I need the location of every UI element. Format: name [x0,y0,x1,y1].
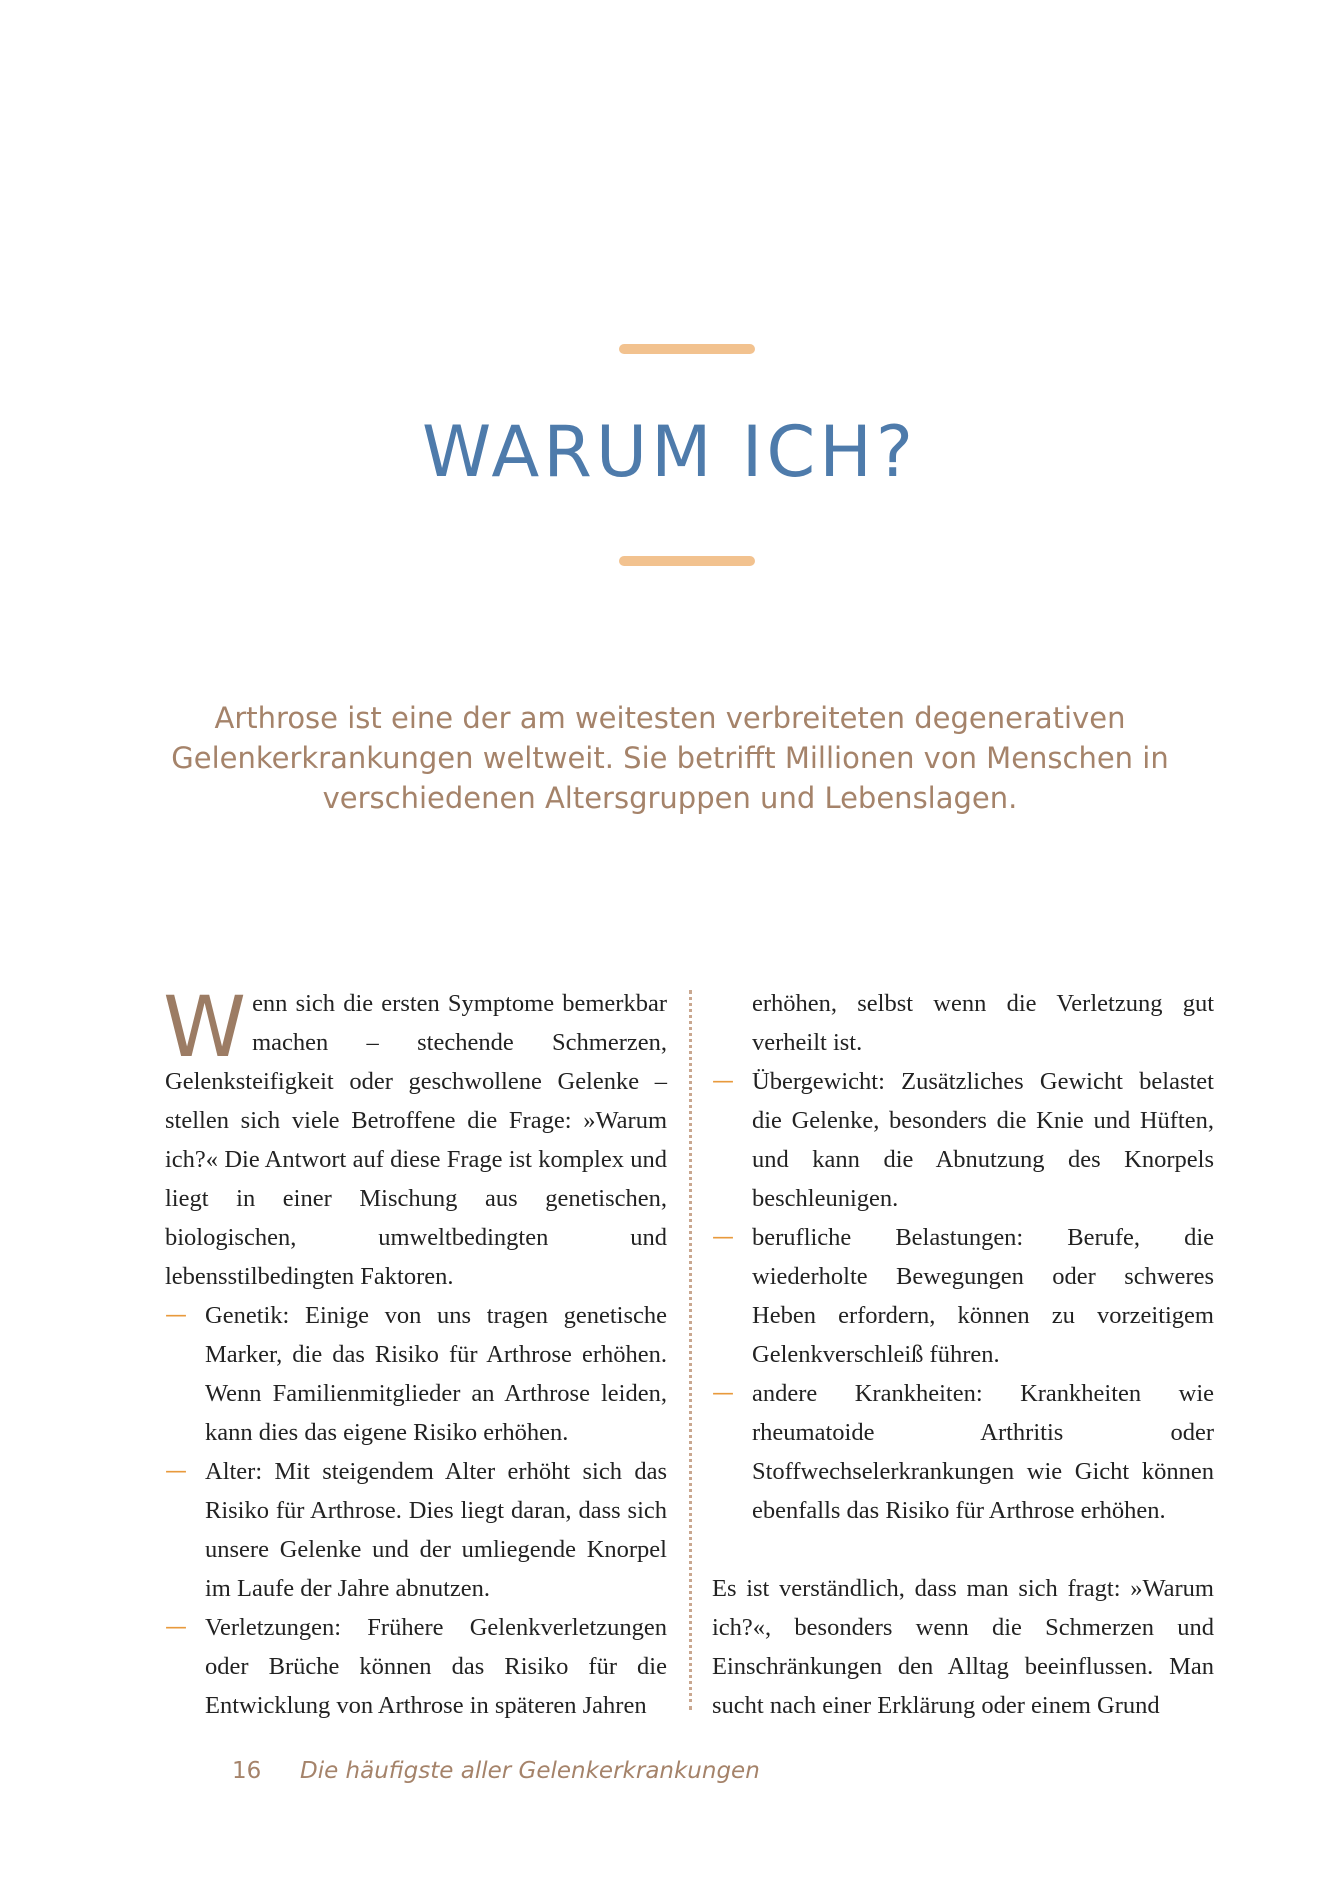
intro-text: enn sich die ersten Symptome bemerkbar machen – stechende Schmerzen, Gelenksteifigkeit oder geschwollene Gelenke – stellen sich viele Betroffene die Frage: »Warum ich?« Die Antwort auf diese Frage ist komplex und liegt in einer Mischung aus genetischen, biologischen, umweltbedingten und lebensstilbedingten Faktoren. [165,990,667,1290]
list-item: — berufliche Belastungen: Berufe, die wiederholte Bewegungen oder schweres Heben erfordern, können zu vorzeitigem Gelenkverschleiß führen. [712,1218,1214,1374]
dash-bullet-icon: — [165,1303,187,1328]
dash-bullet-icon: — [712,1381,734,1406]
list-item-continuation: erhöhen, selbst wenn die Verletzung gut verheilt ist. [752,990,1214,1056]
dash-bullet-icon: — [165,1459,187,1484]
chapter-title: WARUM ICH? [421,411,918,493]
decorative-rule-bottom [619,556,755,566]
page-number: 16 [232,1758,262,1784]
lead-paragraph: Arthrose ist eine der am weitesten verbreiteten degenerativen Gelenkerkrankungen weltweit. Sie betrifft Millionen von Menschen in verschiedenen Altersgruppen und Lebenslagen. [171,701,1169,815]
text-column-left [163,978,667,1725]
dash-bullet-icon: — [165,1615,187,1640]
decorative-rule-top [619,344,755,354]
list-item: — Verletzungen: Frühere Gelenkverletzungen oder Brüche können das Risiko für die Entwicklung von Arthrose in späteren Jahren [165,1608,667,1725]
running-title: Die häufigste aller Gelenkerkrankungen [300,1758,760,1784]
bullet-list-left [165,1296,667,1725]
closing-paragraph: Es ist verständlich, dass man sich fragt: »Warum ich?«, besonders wenn die Schmerzen und Einschränkungen den Alltag beeinflussen. Man sucht nach einer Erklärung oder einem Grund [712,1575,1214,1719]
intro-paragraph [163,978,667,1296]
dash-bullet-icon: — [712,1225,734,1250]
list-item: — Alter: Mit steigendem Alter erhöht sich das Risiko für Arthrose. Dies liegt daran, dass sich unsere Gelenke und der umliegende Knorpel im Laufe der Jahre abnutzen. [165,1452,667,1608]
column-divider [689,990,692,1710]
text-column-right [712,984,1214,1725]
list-item: — andere Krankheiten: Krankheiten wie rheumatoide Arthritis oder Stoffwechselerkrankungen wie Gicht können ebenfalls das Risiko für Arthrose erhöhen. [712,1374,1214,1530]
list-item: — Genetik: Einige von uns tragen genetische Marker, die das Risiko für Arthrose erhöhen. Wenn Familienmitglieder an Arthrose leiden, kann dies das eigene Risiko erhöhen. [165,1296,667,1452]
drop-cap: W [163,978,247,1076]
list-item: — Übergewicht: Zusätzliches Gewicht belastet die Gelenke, besonders die Knie und Hüften, und kann die Abnutzung des Knorpels beschleunigen. [712,1062,1214,1218]
bullet-list-right [712,1062,1214,1530]
dash-bullet-icon: — [712,1069,734,1094]
